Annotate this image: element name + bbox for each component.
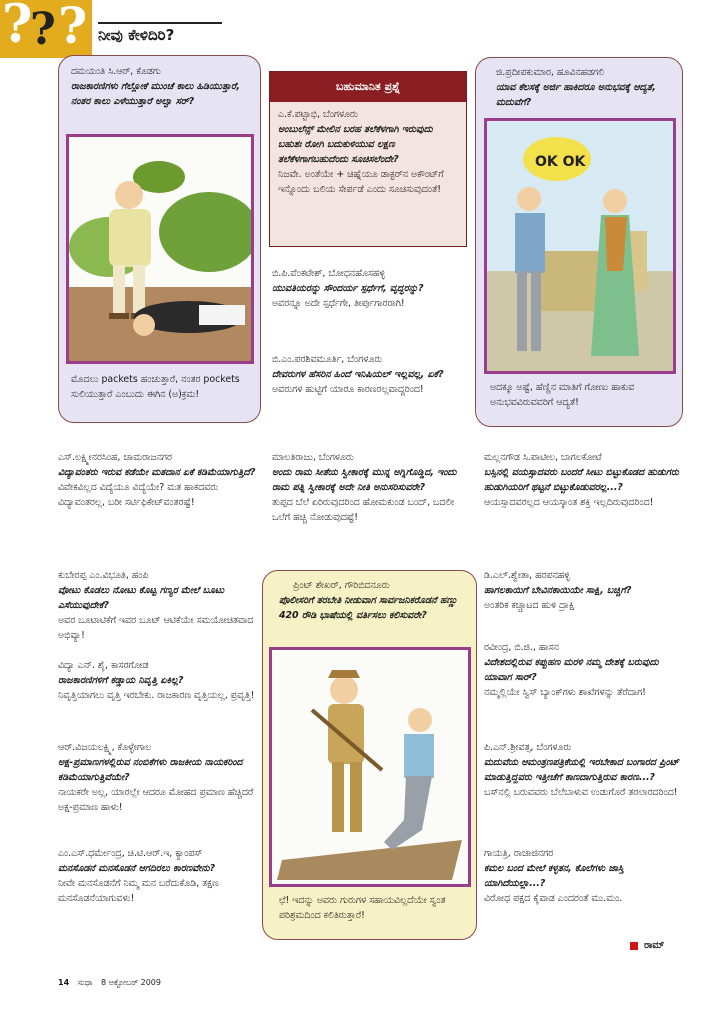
question-text: ದೇವರುಗಳ ಹೆಸರಿನ ಹಿಂದೆ ಇನಿಷಿಯಲ್ ಇಲ್ಲವಲ್ಲ, ಏಕೆ?: [272, 369, 444, 380]
answer-text: ಅಂತರಿಕ ಕಚ್ಚಾಟದ ಹುಳಿ ದ್ರಾಕ್ಷಿ: [484, 600, 575, 611]
question-text: ಮದುವೆಯ ಆಮಂತ್ರಣಪತ್ರಿಕೆಯಲ್ಲಿ ಇರಬೇಕಾದ ಬಂಗಾರದ ಪ್ರಿಂಟ್ ಮಾಡುತ್ತಿದ್ದವರು ಇತ್ತೀಚೆಗೆ ಕಾಣದಾಗುತ್ತಿರುವ ಕಾರಣ...?: [484, 757, 679, 783]
question-text: ಅಂಬುಲೆನ್ಸ್ ಮೇಲಿನ ಬರಹ ತಲೆಕೆಳಗಾಗಿ ಇರುವುದು ಬಹುಶಃ ರೋಗಿ ಬದುಕುಳಿಯುವ ಲಕ್ಷಣ ತಲೆಕೆಳಗಾಗಬಹುದೆಂದು ಸೂಚಿಸಲೆಂದೇ?: [278, 124, 433, 165]
answer-text: ತುಪ್ಪದ ಬೆಲೆ ಏರಿರುವುದರಿಂದ ಹೋಮಕುಂಡ ಬಂದ್, ಬದಲೀ ಒಲೆಗೆ ಹಚ್ಚಿ ನೋಡುವುದಷ್ಟೆ!: [272, 497, 455, 523]
cartoon-couple: [484, 118, 676, 374]
qa-item: [58, 450, 258, 510]
asker-name: ಎಸ್.ಲಕ್ಷ್ಮೀನರಸಿಂಹ, ಚಾಮರಾಜನಗರ: [58, 452, 172, 463]
header-logo: [0, 0, 92, 58]
asker-name: ಬಿ.ಪಿ.ವೆಂಕಟೇಶ್, ಬೋಧನಹೊಸಹಳ್ಳಿ: [272, 268, 386, 279]
cartoon-illustration: [487, 121, 673, 371]
question-text: ವಿದೇಶದಲ್ಲಿರುವ ಕಪ್ಪುಹಣ ಮರಳಿ ನಮ್ಮ ದೇಶಕ್ಕೆ ಬರುವುದು ಯಾವಾಗ ಸಾರ್?: [484, 657, 659, 683]
answer-text: ನಾಯಕರೇ ಅಲ್ಲ, ಯಾರಲ್ಲೇ ಆದರೂ ಮೋಹದ ಪ್ರಮಾಣ ಹೆಚ್ಚಿದರೆ ಅಕ್ಷ-ಪ್ರಮಾಣ ಹಾಳು!: [58, 787, 254, 813]
question-mark-icon: ?: [30, 4, 56, 55]
page-number: 14: [58, 978, 70, 987]
asker-name: ಆರ್.ವಿಜಯಲಕ್ಷ್ಮಿ, ಕೊಳ್ಳೇಗಾಲ: [58, 742, 152, 753]
cartoon-illustration: [272, 650, 468, 884]
qa-item: [272, 450, 472, 525]
qa-panel-left: [58, 55, 261, 423]
answer-text: ಅವರ ಬೂಟಾಟಿಕೆಗೆ ಇವರ ಬೂಟ್ ಆಟಿಕೆಯೇ ಸಮಯೋಚಿತವಾದ ಅಭಿವ್ಯಾ!: [58, 615, 254, 641]
question-mark-icon: ?: [58, 0, 88, 55]
qa-item: [484, 640, 684, 700]
qa-item: [484, 846, 684, 906]
question-text: ಅಂದು ರಾಮ ಸೀತೆಯ ಸ್ವೀಕಾರಕ್ಕೆ ಮುನ್ನ ಅಗ್ನಿಗೊಡ್ಡಿದ, ಇಂದು ರಾಮ ಪತ್ನಿ ಸ್ವೀಕಾರಕ್ಕೆ ಅದೇ ನೀತಿ ಅನುಸರಿಸುವರೇ?: [272, 467, 457, 493]
answer-text: ಅದಕ್ಕೂ ಅಷ್ಟೆ, ಹೆಣ್ಣಿನ ಮಾತಿಗೆ ಗೋಣು ಹಾಕುವ ಅನುಭವವಿರುವವರಿಗೆ ಆದ್ಯತೆ!: [490, 382, 635, 408]
asker-name: ವಿದ್ಯಾ ಎನ್. ಶೈ, ಕಾಸರಗೋಡ: [58, 660, 149, 671]
answer-text: ಬಸ್‌ನಲ್ಲಿ ಬರುವವರು ಬೆಲೆಬಾಳುವ ಉಡುಗೊರೆ ತರಲಾರದರಿಂದ!: [484, 787, 678, 798]
question-text: ಅಕ್ಷ-ಪ್ರಮಾಣಗಳಲ್ಲಿರುವ ನಂಬಿಕೆಗಳು ರಾಜಕೀಯ ನಾಯಕರಿಂದ ಕಡಿಮೆಯಾಗುತ್ತಿವೆಯೇ?: [58, 757, 243, 783]
cartoon-police: [269, 647, 471, 887]
question-text: ಕಮಲ ಬಂದ ಮೇಲೆ ಕಳ್ಳತನ, ಕೊಲೆಗಳು ಜಾಸ್ತಿ ಯಾಗಿದೆಯಲ್ಲಾ...?: [484, 863, 624, 889]
question-text: ರಾಜಕಾರಣಿಗಳಿಗೆ ಕಡ್ಡಾಯ ನಿವೃತ್ತಿ ಏಕಿಲ್ಲ?: [58, 675, 184, 686]
page-footer: [58, 978, 161, 988]
answer-text: ನಿವೃತ್ತಿಯಾಗಲು ವೃತ್ತಿ ಇರಬೇಕು. ರಾಜಕಾರಣ ವೃತ್ತಿಯಲ್ಲ, ಪ್ರವೃತ್ತಿ!: [58, 690, 255, 701]
answer-text: ಅವರನ್ನೂ ಅದೇ ಸ್ಪರ್ಧೆಗೇ, ತೀರ್ಪುಗಾರರಾಗಿ!: [272, 298, 405, 309]
qa-item: [272, 352, 472, 397]
qa-item: [484, 740, 684, 800]
asker-name: ಕುಬೇರಪ್ಪ ಎಂ.ವಿಭೂತಿ, ಹಂಪಿ: [58, 570, 149, 581]
speech-bubble-text: OK OK: [535, 154, 586, 170]
featured-question-heading: ಬಹುಮಾನಿತ ಪ್ರಶ್ನೆ: [270, 72, 466, 102]
asker-name: ಎಂ.ಎಸ್.ಧರ್ಮೇಂದ್ರ, ಚಿ.ಟಿ.ಆರ್.ಇ, ಕ್ಯಾಂಪಸ್: [58, 848, 203, 859]
question-text: ಬಸ್ಸಿನಲ್ಲಿ ವಯಸ್ಸಾದವರು ಬಂದರೆ ಸೀಟು ಬಿಟ್ಟುಕೊಡದ ಹುಡುಗರು ಹುಡುಗಿಯರಿಗೆ ಥಟ್ಟನೆ ಬಿಟ್ಟುಕೊಡುವರಲ್ಲ...?: [484, 467, 679, 493]
page-title: ನೀವು ಕೇಳಿದಿರಿ?: [98, 26, 175, 44]
answer-text: ಛೆ! ಇದನ್ನು ಅವರು ಗುರುಗಳ ಸಹಾಯವಿಲ್ಲದೆಯೇ ಸ್ವಂತ ಪರಿಶ್ರಮದಿಂದ ಕಲಿತಿರುತ್ತಾರೆ!: [279, 895, 446, 921]
issue-date: 8 ಅಕ್ಟೋಬರ್ 2009: [101, 978, 161, 987]
qa-item: [484, 568, 684, 613]
qa-panel-right: [475, 57, 683, 427]
qa-item: [272, 266, 472, 311]
qa-item: [58, 740, 258, 815]
asker-name: ಪ್ರಿಂಟ್ ಶೇಖರ್, ಗೌರಿಬಿದನೂರು: [293, 580, 390, 591]
signature-name: ರಾಮ್: [644, 940, 665, 951]
featured-question-box: [269, 71, 467, 247]
answer-text: ನಮ್ಮಲ್ಲಿಯೇ ಸ್ವಿಸ್ ಬ್ಯಾಂಕ್‌ಗಳು ಶಾಖೆಗಳನ್ನು ತೆರೆದಾಗ!: [484, 687, 646, 698]
answer-text: ಆಯಸ್ಸಾದವರಲ್ಲದ ಆಯಸ್ಕಾಂತ ಶಕ್ತಿ ಇಲ್ಲದಿರುವುದರಿಂದ!: [484, 497, 654, 508]
question-text: ವಿದ್ಯಾವಂತರು ಇರುವ ಕಡೆಯೇ ಮತದಾನ ಏಕೆ ಕಡಿಮೆಯಾಗುತ್ತಿದೆ?: [58, 467, 256, 478]
asker-name: ದಮಯಂತಿ ಸಿ.ಆರ್, ಕೊಡಗು: [71, 66, 161, 77]
answer-text: ನಿಜವೇ. ಅಂತೆಯೇ + ಚಿಹ್ನೆಯೂ ಡಾಕ್ಟರ್‌ನ ಅಕೌಂಟ್‌ಗೆ ಇನ್ನೊಂದು ಬಲಿಯ ಸೇರ್ಪಡೆ ಎಂದು ಸೂಚಿಸುವುದಂತೆ!: [278, 169, 444, 195]
answer-text: ವಿರೋಧ ಪಕ್ಷದ ಕೈವಾಡ ಎಂದರಂತೆ ಮು.ಮಂ.: [484, 893, 623, 904]
question-mark-icon: ?: [2, 0, 33, 55]
asker-name: ಪಿ.ಎನ್.ಶ್ರೀವತ್ಸ, ಬೆಂಗಳೂರು: [484, 742, 572, 753]
asker-name: ಬಿ.ಎಂ.ಪರಶಿವಮೂರ್ತಿ, ಬೆಂಗಳೂರು: [272, 354, 383, 365]
asker-name: ಎ.ಕೆ.ಪಟ್ಟಾಭಿ, ಬೆಂಗಳೂರು: [278, 109, 358, 120]
red-square-icon: [630, 942, 638, 950]
answer-text: ನೀವೇ ಮನಸೊಡನೆಗೆ ನಿಮ್ಮ ಮನ ಬರೆದುಕೊಡಿ, ತಕ್ಷಣ ಮನಸೊಡನೆಯಾಗುವಳು!: [58, 878, 219, 904]
asker-name: ಮಾಲತಿರಾಜು, ಬೆಂಗಳೂರು: [272, 452, 354, 463]
asker-name: ಮಲ್ಲನಗೌಡ ಸಿ.ಪಾಟೀಲ, ಬಾಗಲಕೋಟೆ: [484, 452, 602, 463]
question-text: ಮನಸೊಡನೆ ಮನಸೊಡನೆ ಆಗದಿರಲು ಕಾರಣವೇನು?: [58, 863, 216, 874]
question-text: ಪೊಲೀಸರಿಗೆ ತರಬೇತಿ ನೀಡುವಾಗ ಸಾರ್ವಜನಿಕರೊಡನೆ ಹಣ್ಣು 420 ರೌಡಿ ಭಾಷೆಯಲ್ಲಿ ವರ್ತಿಸಲು ಕಲಿಸುವರೇ?: [279, 595, 458, 621]
signature: [630, 940, 664, 951]
header-rule: [98, 22, 222, 24]
question-text: ವೋಟು ಕೊಡಲು ನೋಟು ಕೊಟ್ಟ ಗಣ್ಯರ ಮೇಲೆ ಬೂಟು ಎಸೆಯುವುದೇಕೆ?: [58, 585, 225, 611]
asker-name: ರವೀಂದ್ರ, ಬಿ.ಜಿ., ಹಾಸನ: [484, 642, 559, 653]
answer-text: ವಿವೇಕವಿಲ್ಲದ ವಿದ್ಯೆಯೂ ವಿದ್ಯೆಯೇ? ಮತ ಹಾಕದವರು ವಿದ್ಯಾವಂತರಲ್ಲ, ಬರೀ ಸರ್ಟಿಫಿಕೇಟ್‌ವಂತರಷ್ಟೆ!: [58, 482, 219, 508]
magazine-name: ಸುಧಾ: [77, 978, 93, 987]
qa-panel-bottom: [262, 570, 477, 940]
asker-name: ಗಾಯತ್ರಿ, ರಾಜಾಜಿನಗರ: [484, 848, 554, 859]
qa-item: [58, 568, 258, 643]
cartoon-illustration: [69, 137, 251, 361]
qa-item: [58, 846, 258, 906]
asker-name: ಡಿ.ಎಲ್.ಶ್ವೇತಾ, ಹರಪನಹಳ್ಳಿ: [484, 570, 571, 581]
question-text: ರಾಜಕಾರಣಿಗಳು ಗೆಲ್ಲೋಕೆ ಮುಂಚೆ ಕಾಲು ಹಿಡಿಯುತ್ತಾರೆ, ನಂತರ ಕಾಲು ಎಳೆಯುತ್ತಾರೆ ಅಲ್ವಾ ಸರ್?: [71, 81, 240, 107]
question-text: ಯುವತಿಯರನ್ನು ಸೌಂದರ್ಯ ಸ್ಪರ್ಧೆಗೆ, ವೃದ್ಧರನ್ನು?: [272, 283, 424, 294]
qa-item: [484, 450, 684, 510]
cartoon-politician-feet: [66, 134, 254, 364]
asker-name: ಜಿ.ಪ್ರದೀಪಕುಮಾರ, ಹೂವಿನಹಡಗಲಿ: [496, 67, 605, 78]
answer-text: ಮೊದಲು packets ಹಂಚುತ್ತಾರೆ, ನಂತರ pockets ಸುಲಿಯುತ್ತಾರೆ ಎಂಬುದು ಈಗಿನ (ಅ)ಕ್ರಮ!: [71, 374, 240, 400]
question-text: ಯಾವ ಕೆಲಸಕ್ಕೆ ಅರ್ಜಿ ಹಾಕಿದರೂ ಅನುಭವಕ್ಕೆ ಆದ್ಯತೆ, ಮದುವೆಗೆ?: [496, 82, 656, 108]
answer-text: ಅವರುಗಳ ಹುಟ್ಟಿಗೆ ಯಾರೂ ಕಾರಣರಲ್ಲವಾದ್ದರಿಂದ!: [272, 384, 424, 395]
qa-item: [58, 658, 258, 703]
question-text: ಹಾಗಲಕಾಯಿಗೆ ಬೇವಿನಕಾಯಿಯೇ ಸಾಕ್ಷಿ, ಬಚ್ಚಿಗೆ?: [484, 585, 632, 596]
